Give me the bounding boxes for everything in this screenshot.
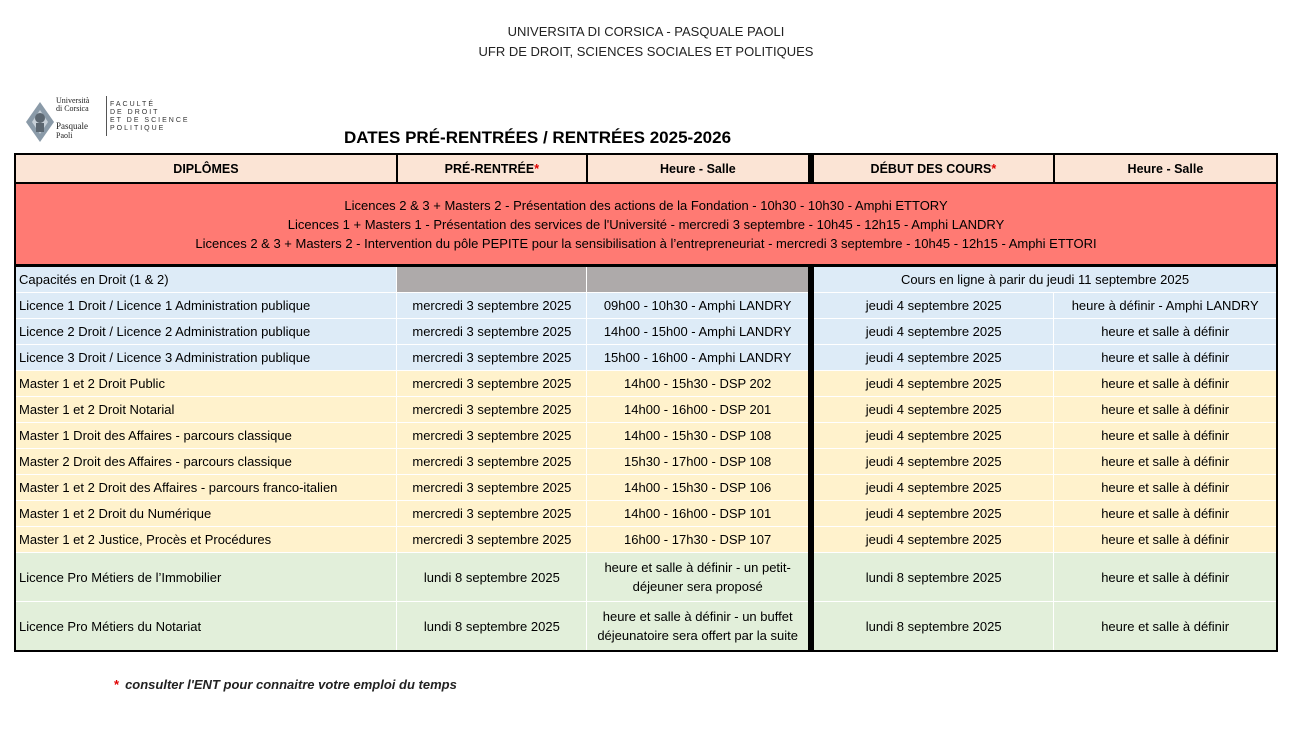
cell-heure-salle: 14h00 - 15h00 - Amphi LANDRY [587, 319, 811, 345]
announcement-cell [15, 183, 1277, 266]
logo-text-di-corsica: di Corsica [56, 104, 89, 113]
cell-diplome: Master 1 Droit des Affaires - parcours classique [15, 423, 397, 449]
cell-heure-salle-cours: heure et salle à définir [1054, 602, 1277, 652]
table-row [15, 475, 1277, 501]
cell-debut-cours: jeudi 4 septembre 2025 [811, 423, 1054, 449]
cell-diplome: Licence 1 Droit / Licence 1 Administration publique [15, 293, 397, 319]
cell-heure-salle: 14h00 - 16h00 - DSP 101 [587, 501, 811, 527]
crest-logo-icon [24, 96, 56, 142]
cell-debut-cours: jeudi 4 septembre 2025 [811, 397, 1054, 423]
cell-pre-rentree: mercredi 3 septembre 2025 [397, 449, 587, 475]
cell-pre-rentree: mercredi 3 septembre 2025 [397, 293, 587, 319]
cell-heure-salle-cours: heure et salle à définir [1054, 397, 1277, 423]
table-row [15, 293, 1277, 319]
cell-heure-salle: heure et salle à définir - un petit-déjeuner sera proposé [587, 553, 811, 602]
cell-diplome: Capacités en Droit (1 & 2) [15, 266, 397, 293]
table-row [15, 423, 1277, 449]
cell-pre-rentree: mercredi 3 septembre 2025 [397, 527, 587, 553]
logo-faculty-line: ET DE SCIENCE [110, 117, 190, 124]
university-name: UNIVERSITA DI CORSICA - PASQUALE PAOLI [507, 24, 785, 39]
cell-pre-rentree: mercredi 3 septembre 2025 [397, 345, 587, 371]
logo-text-paoli: Paoli [56, 131, 73, 140]
table-row [15, 449, 1277, 475]
cell-heure-salle: 14h00 - 15h30 - DSP 106 [587, 475, 811, 501]
asterisk-mark: * [114, 677, 120, 692]
page-title: DATES PRÉ-RENTRÉES / RENTRÉES 2025-2026 [344, 128, 732, 147]
col-header-heure-salle-1: Heure - Salle [587, 154, 811, 183]
cell-diplome: Licence 3 Droit / Licence 3 Administration publique [15, 345, 397, 371]
cell-heure-salle-cours: heure et salle à définir [1054, 423, 1277, 449]
asterisk-mark: * [991, 161, 997, 176]
cell-debut-cours: lundi 8 septembre 2025 [811, 553, 1054, 602]
cell-diplome: Licence 2 Droit / Licence 2 Administration publique [15, 319, 397, 345]
cell-pre-rentree: lundi 8 septembre 2025 [397, 602, 587, 652]
university-logo [24, 94, 204, 146]
cell-heure-salle: 14h00 - 16h00 - DSP 201 [587, 397, 811, 423]
cell-heure-salle: 14h00 - 15h30 - DSP 108 [587, 423, 811, 449]
table-row [15, 527, 1277, 553]
col-header-diplomes: DIPLÔMES [15, 154, 397, 183]
logo-divider [106, 96, 107, 136]
cell-diplome: Master 1 et 2 Droit Notarial [15, 397, 397, 423]
table-row [15, 553, 1277, 602]
cell-heure-salle-cours: heure à définir - Amphi LANDRY [1054, 293, 1277, 319]
cell-pre-rentree: lundi 8 septembre 2025 [397, 553, 587, 602]
cell-pre-rentree: mercredi 3 septembre 2025 [397, 397, 587, 423]
cell-heure-salle-cours: heure et salle à définir [1054, 501, 1277, 527]
cell-debut-cours: jeudi 4 septembre 2025 [811, 527, 1054, 553]
cell-debut-cours: jeudi 4 septembre 2025 [811, 371, 1054, 397]
cell-pre-rentree: mercredi 3 septembre 2025 [397, 371, 587, 397]
cell-debut-cours: jeudi 4 septembre 2025 [811, 501, 1054, 527]
logo-text-pasquale: Pasquale [56, 121, 88, 131]
col-header-debut-cours: DÉBUT DES COURS* [811, 154, 1054, 183]
cell-diplome: Master 2 Droit des Affaires - parcours classique [15, 449, 397, 475]
asterisk-mark: * [534, 161, 540, 176]
faculty-name: UFR DE DROIT, SCIENCES SOCIALES ET POLITIQUES [478, 44, 814, 59]
cell-diplome: Licence Pro Métiers du Notariat [15, 602, 397, 652]
cell-heure-salle: heure et salle à définir - un buffet déjeunatoire sera offert par la suite [587, 602, 811, 652]
table-row [15, 371, 1277, 397]
cell-heure-salle: 14h00 - 15h30 - DSP 202 [587, 371, 811, 397]
cell-diplome: Licence Pro Métiers de l’Immobilier [15, 553, 397, 602]
logo-faculty-line: FACULTÉ [110, 101, 155, 108]
cell-diplome: Master 1 et 2 Justice, Procès et Procédures [15, 527, 397, 553]
cell-heure-salle-cours: heure et salle à définir [1054, 345, 1277, 371]
table-row [15, 397, 1277, 423]
cell-pre-rentree: mercredi 3 septembre 2025 [397, 423, 587, 449]
schedule-table [14, 153, 1278, 652]
cell-debut-cours: lundi 8 septembre 2025 [811, 602, 1054, 652]
table-row [15, 501, 1277, 527]
table-row [15, 266, 1277, 293]
cell-heure-salle: 15h30 - 17h00 - DSP 108 [587, 449, 811, 475]
logo-text-universita: Università [56, 96, 90, 105]
announcement-line: Licences 2 & 3 + Masters 2 - Présentation des actions de la Fondation - 10h30 - 10h30 - Amphi ETTORY [344, 197, 948, 213]
cell-diplome: Master 1 et 2 Droit des Affaires - parcours franco-italien [15, 475, 397, 501]
cell-heure-salle: 16h00 - 17h30 - DSP 107 [587, 527, 811, 553]
announcement-banner [15, 183, 1277, 266]
cell-debut-cours: jeudi 4 septembre 2025 [811, 293, 1054, 319]
cell-debut-cours: jeudi 4 septembre 2025 [811, 475, 1054, 501]
cell-pre-rentree: mercredi 3 septembre 2025 [397, 319, 587, 345]
announcement-line: Licences 2 & 3 + Masters 2 - Intervention du pôle PEPITE pour la sensibilisation à l’entrepreneuriat - mercredi 3 septembre - 10h45 - 12h15 - Amphi ETTORI [195, 235, 1097, 251]
cell-heure-salle-cours: heure et salle à définir [1054, 449, 1277, 475]
table-row [15, 345, 1277, 371]
logo-faculty-line: DE DROIT [110, 109, 160, 116]
col-header-heure-salle-2: Heure - Salle [1054, 154, 1277, 183]
announcement-line: Licences 1 + Masters 1 - Présentation des services de l'Université - mercredi 3 septembre - 10h45 - 12h15 - Amphi LANDRY [287, 216, 1005, 232]
cell-heure-salle: 15h00 - 16h00 - Amphi LANDRY [587, 345, 811, 371]
table-row [15, 319, 1277, 345]
logo-faculty-text [110, 101, 190, 133]
cell-diplome: Master 1 et 2 Droit Public [15, 371, 397, 397]
cell-heure-salle-cours: heure et salle à définir [1054, 371, 1277, 397]
col-header-pre-rentree: PRÉ-RENTRÉE* [397, 154, 587, 183]
footnote [114, 677, 457, 692]
cell-empty [397, 266, 587, 293]
cell-cours-en-ligne: Cours en ligne à parir du jeudi 11 septembre 2025 [811, 266, 1277, 293]
logo-faculty-line: POLITIQUE [110, 125, 166, 132]
cell-heure-salle-cours: heure et salle à définir [1054, 319, 1277, 345]
cell-pre-rentree: mercredi 3 septembre 2025 [397, 475, 587, 501]
table-header-row [15, 154, 1277, 183]
cell-diplome: Master 1 et 2 Droit du Numérique [15, 501, 397, 527]
cell-debut-cours: jeudi 4 septembre 2025 [811, 345, 1054, 371]
cell-heure-salle-cours: heure et salle à définir [1054, 527, 1277, 553]
cell-debut-cours: jeudi 4 septembre 2025 [811, 449, 1054, 475]
cell-empty [587, 266, 811, 293]
cell-debut-cours: jeudi 4 septembre 2025 [811, 319, 1054, 345]
cell-heure-salle-cours: heure et salle à définir [1054, 553, 1277, 602]
footnote-text: consulter l'ENT pour connaitre votre emploi du temps [125, 677, 457, 692]
cell-pre-rentree: mercredi 3 septembre 2025 [397, 501, 587, 527]
table-row [15, 602, 1277, 652]
cell-heure-salle: 09h00 - 10h30 - Amphi LANDRY [587, 293, 811, 319]
cell-heure-salle-cours: heure et salle à définir [1054, 475, 1277, 501]
